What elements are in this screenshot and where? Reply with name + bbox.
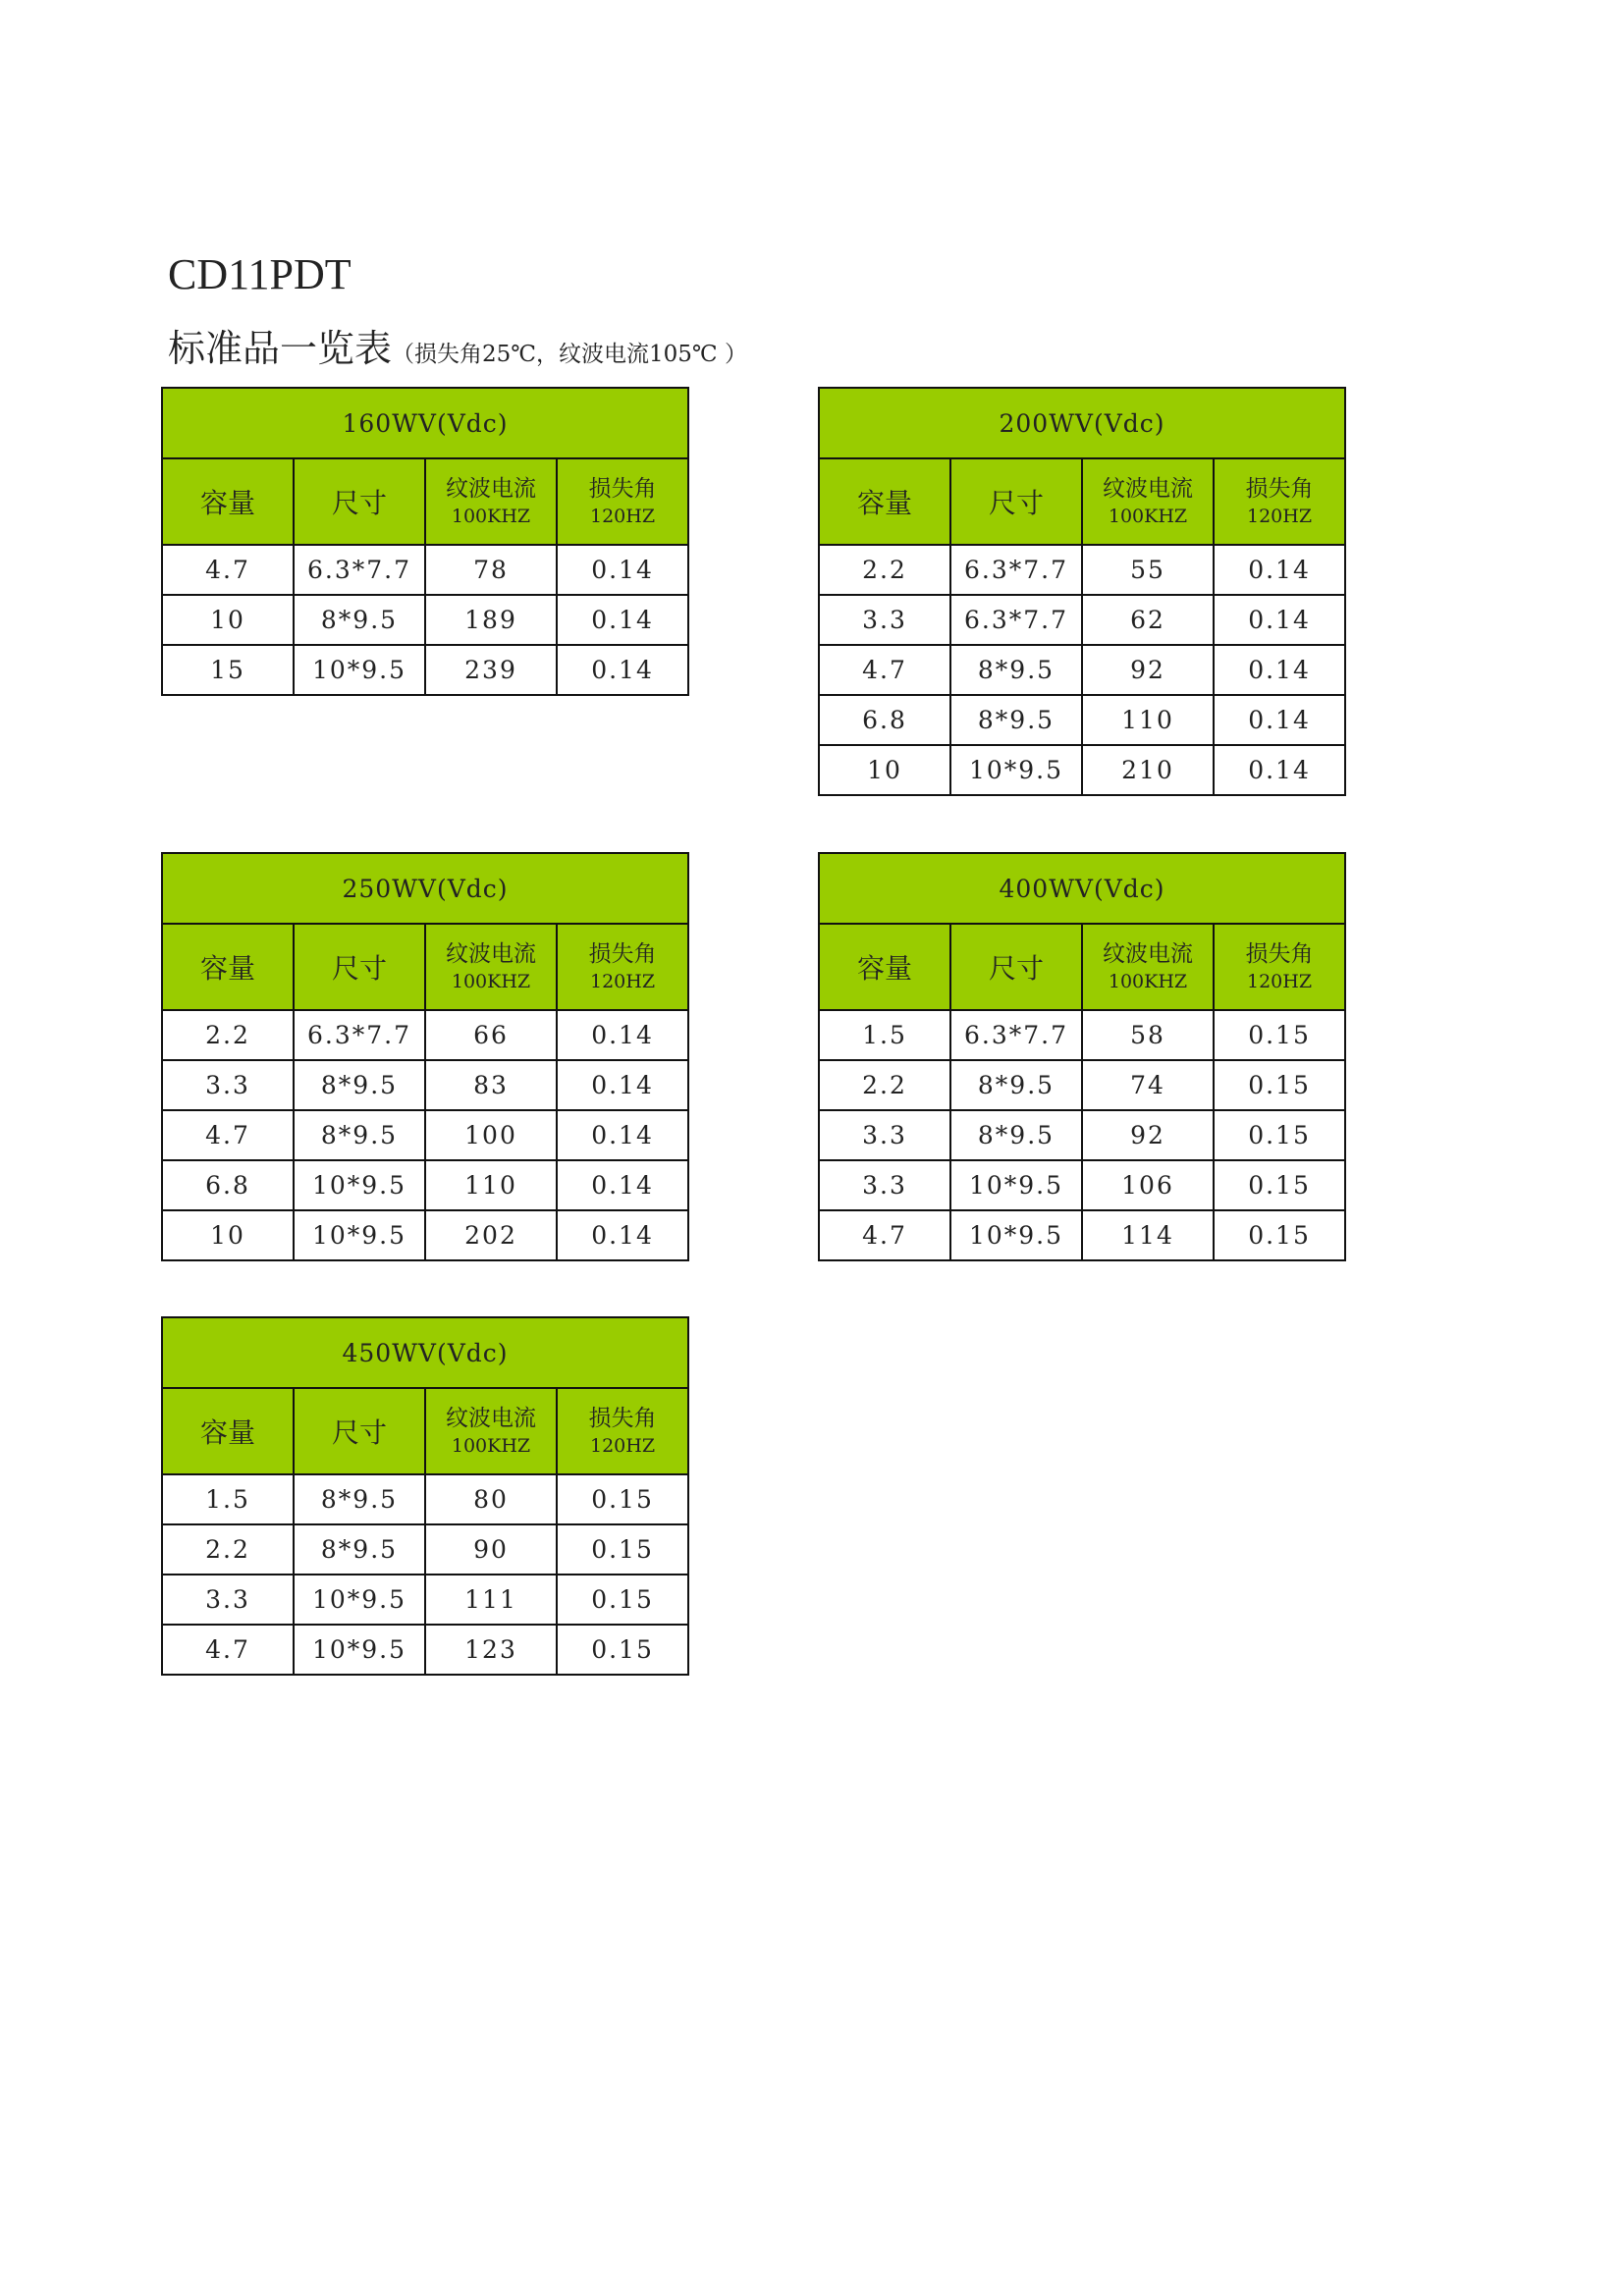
header-ripple-unit: 100KHZ <box>451 506 531 527</box>
voltage-header: 250WV(Vdc) <box>162 853 688 924</box>
column-header-row <box>819 458 1345 545</box>
ripple-cell: 74 <box>1082 1060 1214 1110</box>
loss-cell: 0.14 <box>557 645 688 695</box>
loss-cell: 0.14 <box>557 1210 688 1260</box>
ripple-cell: 100 <box>425 1110 557 1160</box>
header-ripple-current <box>1082 924 1214 1010</box>
header-size: 尺寸 <box>950 458 1082 545</box>
ripple-cell: 58 <box>1082 1010 1214 1060</box>
size-cell: 10*9.5 <box>950 1210 1082 1260</box>
capacity-cell: 4.7 <box>819 1210 950 1260</box>
loss-cell: 0.15 <box>1214 1210 1345 1260</box>
loss-cell: 0.14 <box>1214 745 1345 795</box>
table-row <box>162 1160 688 1210</box>
loss-cell: 0.15 <box>557 1575 688 1625</box>
header-ripple-label: 纹波电流 <box>1103 476 1193 502</box>
size-cell: 8*9.5 <box>294 1474 425 1524</box>
capacity-cell: 3.3 <box>819 1160 950 1210</box>
size-cell: 8*9.5 <box>950 1110 1082 1160</box>
capacity-cell: 15 <box>162 645 294 695</box>
table-row <box>162 1210 688 1260</box>
header-loss-angle <box>557 458 688 545</box>
size-cell: 10*9.5 <box>294 1625 425 1675</box>
header-loss-unit: 120HZ <box>1247 971 1313 992</box>
size-cell: 6.3*7.7 <box>950 1010 1082 1060</box>
document-subtitle <box>168 321 747 384</box>
loss-cell: 0.15 <box>1214 1060 1345 1110</box>
header-loss-label: 损失角 <box>588 476 657 502</box>
capacity-cell: 2.2 <box>819 1060 950 1110</box>
header-size: 尺寸 <box>294 458 425 545</box>
capacity-cell: 2.2 <box>162 1010 294 1060</box>
loss-cell: 0.14 <box>557 1010 688 1060</box>
table-row <box>162 1524 688 1575</box>
size-cell: 6.3*7.7 <box>950 595 1082 645</box>
header-loss-angle <box>1214 924 1345 1010</box>
capacity-cell: 1.5 <box>162 1474 294 1524</box>
spec-table-400wv <box>818 852 1346 1261</box>
voltage-row <box>162 1317 688 1388</box>
document-title: CD11PDT <box>168 250 352 298</box>
header-capacity: 容量 <box>819 924 950 1010</box>
loss-cell: 0.14 <box>557 1110 688 1160</box>
ripple-cell: 110 <box>425 1160 557 1210</box>
voltage-row <box>819 853 1345 924</box>
header-capacity: 容量 <box>162 924 294 1010</box>
voltage-header: 160WV(Vdc) <box>162 388 688 458</box>
capacity-cell: 10 <box>162 595 294 645</box>
header-loss-unit: 120HZ <box>1247 506 1313 527</box>
size-cell: 10*9.5 <box>294 645 425 695</box>
table-row <box>162 1110 688 1160</box>
header-capacity: 容量 <box>162 1388 294 1474</box>
loss-cell: 0.14 <box>1214 695 1345 745</box>
spec-table-200wv <box>818 387 1346 796</box>
loss-cell: 0.14 <box>1214 545 1345 595</box>
table-row <box>819 645 1345 695</box>
voltage-row <box>162 388 688 458</box>
column-header-row <box>162 458 688 545</box>
column-header-row <box>162 924 688 1010</box>
ripple-cell: 123 <box>425 1625 557 1675</box>
loss-cell: 0.15 <box>1214 1010 1345 1060</box>
size-cell: 10*9.5 <box>950 1160 1082 1210</box>
header-loss-label: 损失角 <box>588 1406 657 1431</box>
table-row <box>162 595 688 645</box>
header-size: 尺寸 <box>294 1388 425 1474</box>
size-cell: 6.3*7.7 <box>294 1010 425 1060</box>
table-row <box>162 1474 688 1524</box>
size-cell: 10*9.5 <box>294 1210 425 1260</box>
size-cell: 8*9.5 <box>950 1060 1082 1110</box>
table-row <box>819 1010 1345 1060</box>
capacity-cell: 10 <box>162 1210 294 1260</box>
voltage-header: 450WV(Vdc) <box>162 1317 688 1388</box>
size-cell: 10*9.5 <box>294 1575 425 1625</box>
subtitle-note: （损失角25℃，纹波电流105℃ ） <box>392 342 747 367</box>
loss-cell: 0.14 <box>1214 645 1345 695</box>
loss-cell: 0.14 <box>557 545 688 595</box>
table-row <box>819 745 1345 795</box>
header-ripple-label: 纹波电流 <box>446 476 536 502</box>
table-row <box>819 545 1345 595</box>
header-capacity: 容量 <box>819 458 950 545</box>
capacity-cell: 6.8 <box>819 695 950 745</box>
loss-cell: 0.15 <box>557 1474 688 1524</box>
loss-cell: 0.14 <box>557 595 688 645</box>
ripple-cell: 210 <box>1082 745 1214 795</box>
size-cell: 8*9.5 <box>294 1524 425 1575</box>
capacity-cell: 6.8 <box>162 1160 294 1210</box>
subtitle-main: 标准品一览表 <box>168 327 393 370</box>
size-cell: 8*9.5 <box>294 1060 425 1110</box>
ripple-cell: 62 <box>1082 595 1214 645</box>
capacity-cell: 4.7 <box>162 1110 294 1160</box>
size-cell: 8*9.5 <box>294 595 425 645</box>
ripple-cell: 78 <box>425 545 557 595</box>
column-header-row <box>162 1388 688 1474</box>
table-row <box>162 645 688 695</box>
capacity-cell: 10 <box>819 745 950 795</box>
header-ripple-current <box>1082 458 1214 545</box>
loss-cell: 0.15 <box>1214 1110 1345 1160</box>
loss-cell: 0.14 <box>557 1060 688 1110</box>
table-row <box>819 595 1345 645</box>
header-ripple-current <box>425 924 557 1010</box>
voltage-row <box>819 388 1345 458</box>
size-cell: 8*9.5 <box>950 695 1082 745</box>
capacity-cell: 4.7 <box>819 645 950 695</box>
header-ripple-unit: 100KHZ <box>1108 506 1188 527</box>
loss-cell: 0.14 <box>557 1160 688 1210</box>
header-size: 尺寸 <box>950 924 1082 1010</box>
ripple-cell: 111 <box>425 1575 557 1625</box>
header-size: 尺寸 <box>294 924 425 1010</box>
ripple-cell: 80 <box>425 1474 557 1524</box>
capacity-cell: 2.2 <box>819 545 950 595</box>
header-ripple-label: 纹波电流 <box>446 1406 536 1431</box>
header-loss-unit: 120HZ <box>590 971 656 992</box>
voltage-header: 400WV(Vdc) <box>819 853 1345 924</box>
header-loss-label: 损失角 <box>1245 941 1314 967</box>
capacity-cell: 3.3 <box>819 595 950 645</box>
capacity-cell: 2.2 <box>162 1524 294 1575</box>
header-ripple-label: 纹波电流 <box>446 941 536 967</box>
header-loss-unit: 120HZ <box>590 1435 656 1457</box>
capacity-cell: 1.5 <box>819 1010 950 1060</box>
ripple-cell: 239 <box>425 645 557 695</box>
header-ripple-unit: 100KHZ <box>451 971 531 992</box>
ripple-cell: 83 <box>425 1060 557 1110</box>
header-ripple-unit: 100KHZ <box>451 1435 531 1457</box>
table-row <box>162 545 688 595</box>
header-ripple-unit: 100KHZ <box>1108 971 1188 992</box>
table-row <box>162 1010 688 1060</box>
column-header-row <box>819 924 1345 1010</box>
table-row <box>819 695 1345 745</box>
loss-cell: 0.15 <box>1214 1160 1345 1210</box>
header-ripple-label: 纹波电流 <box>1103 941 1193 967</box>
header-loss-label: 损失角 <box>1245 476 1314 502</box>
table-row <box>162 1575 688 1625</box>
spec-table-160wv <box>161 387 689 696</box>
header-capacity: 容量 <box>162 458 294 545</box>
ripple-cell: 66 <box>425 1010 557 1060</box>
spec-table-450wv <box>161 1316 689 1676</box>
size-cell: 8*9.5 <box>950 645 1082 695</box>
ripple-cell: 92 <box>1082 1110 1214 1160</box>
ripple-cell: 202 <box>425 1210 557 1260</box>
capacity-cell: 4.7 <box>162 545 294 595</box>
loss-cell: 0.14 <box>1214 595 1345 645</box>
ripple-cell: 55 <box>1082 545 1214 595</box>
voltage-row <box>162 853 688 924</box>
ripple-cell: 110 <box>1082 695 1214 745</box>
capacity-cell: 3.3 <box>162 1575 294 1625</box>
voltage-header: 200WV(Vdc) <box>819 388 1345 458</box>
size-cell: 10*9.5 <box>294 1160 425 1210</box>
capacity-cell: 3.3 <box>819 1110 950 1160</box>
ripple-cell: 189 <box>425 595 557 645</box>
ripple-cell: 90 <box>425 1524 557 1575</box>
size-cell: 8*9.5 <box>294 1110 425 1160</box>
header-loss-unit: 120HZ <box>590 506 656 527</box>
table-row <box>819 1210 1345 1260</box>
table-row <box>819 1160 1345 1210</box>
header-ripple-current <box>425 458 557 545</box>
header-loss-angle <box>557 1388 688 1474</box>
table-row <box>819 1110 1345 1160</box>
size-cell: 6.3*7.7 <box>950 545 1082 595</box>
capacity-cell: 4.7 <box>162 1625 294 1675</box>
ripple-cell: 106 <box>1082 1160 1214 1210</box>
ripple-cell: 92 <box>1082 645 1214 695</box>
size-cell: 6.3*7.7 <box>294 545 425 595</box>
capacity-cell: 3.3 <box>162 1060 294 1110</box>
header-loss-angle <box>557 924 688 1010</box>
header-loss-angle <box>1214 458 1345 545</box>
header-ripple-current <box>425 1388 557 1474</box>
loss-cell: 0.15 <box>557 1625 688 1675</box>
table-row <box>819 1060 1345 1110</box>
loss-cell: 0.15 <box>557 1524 688 1575</box>
table-row <box>162 1060 688 1110</box>
ripple-cell: 114 <box>1082 1210 1214 1260</box>
table-row <box>162 1625 688 1675</box>
header-loss-label: 损失角 <box>588 941 657 967</box>
spec-table-250wv <box>161 852 689 1261</box>
size-cell: 10*9.5 <box>950 745 1082 795</box>
